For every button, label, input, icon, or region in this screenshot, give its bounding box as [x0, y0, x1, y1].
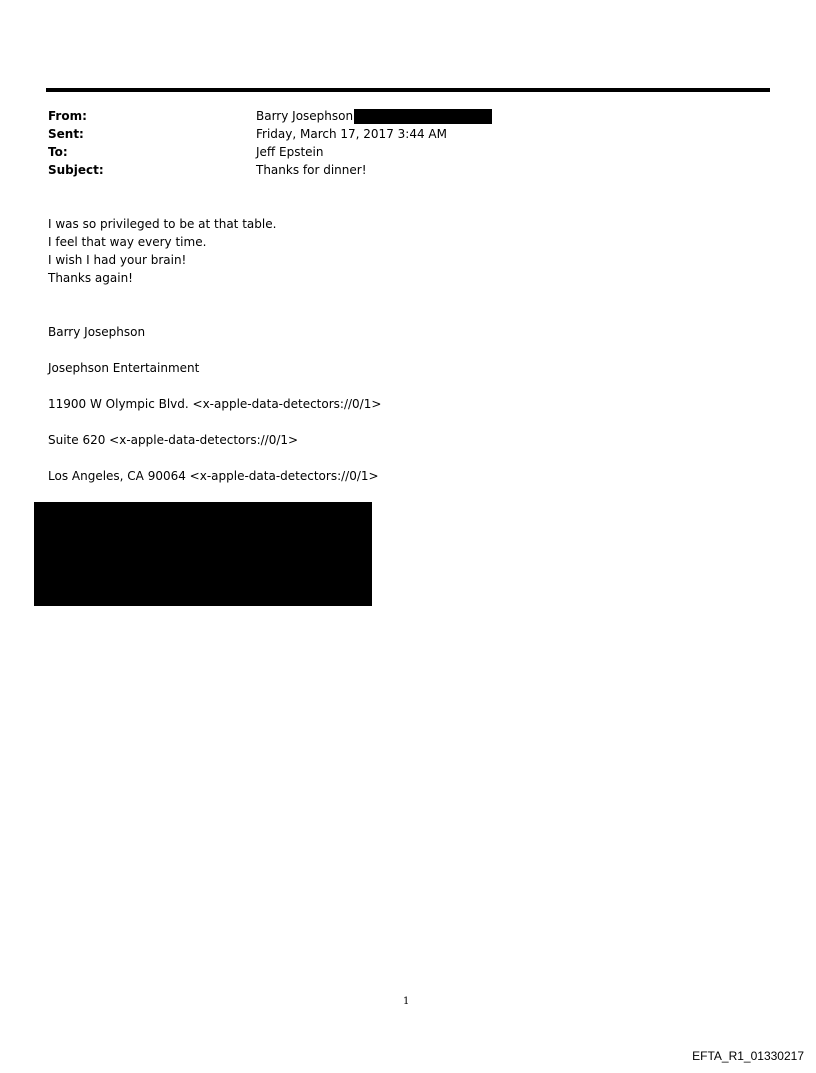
- body-line-2: I feel that way every time.: [48, 235, 207, 249]
- signature-address-line-2: Suite 620 <x-apple-data-detectors://0/1>: [48, 433, 299, 447]
- header-divider: [46, 88, 770, 92]
- sent-value: Friday, March 17, 2017 3:44 AM: [256, 127, 447, 141]
- from-label: From:: [48, 109, 87, 123]
- signature-name: Barry Josephson: [48, 325, 146, 339]
- signature-company: Josephson Entertainment: [48, 361, 200, 375]
- document-id: EFTA_R1_01330217: [692, 1049, 804, 1063]
- redaction-block: [34, 502, 372, 606]
- to-value: Jeff Epstein: [256, 145, 324, 159]
- body-line-4: Thanks again!: [48, 271, 133, 285]
- sent-label: Sent:: [48, 127, 84, 141]
- subject-label: Subject:: [48, 163, 104, 177]
- subject-value: Thanks for dinner!: [256, 163, 367, 177]
- body-line-1: I was so privileged to be at that table.: [48, 217, 277, 231]
- signature-address-line-3: Los Angeles, CA 90064 <x-apple-data-detectors://0/1>: [48, 469, 379, 483]
- signature-address-line-1: 11900 W Olympic Blvd. <x-apple-data-detectors://0/1>: [48, 397, 382, 411]
- page-number: 1: [403, 996, 410, 1007]
- redaction-email: [354, 109, 492, 124]
- from-value: Barry Josephson: [256, 109, 354, 123]
- to-label: To:: [48, 145, 68, 159]
- body-line-3: I wish I had your brain!: [48, 253, 187, 267]
